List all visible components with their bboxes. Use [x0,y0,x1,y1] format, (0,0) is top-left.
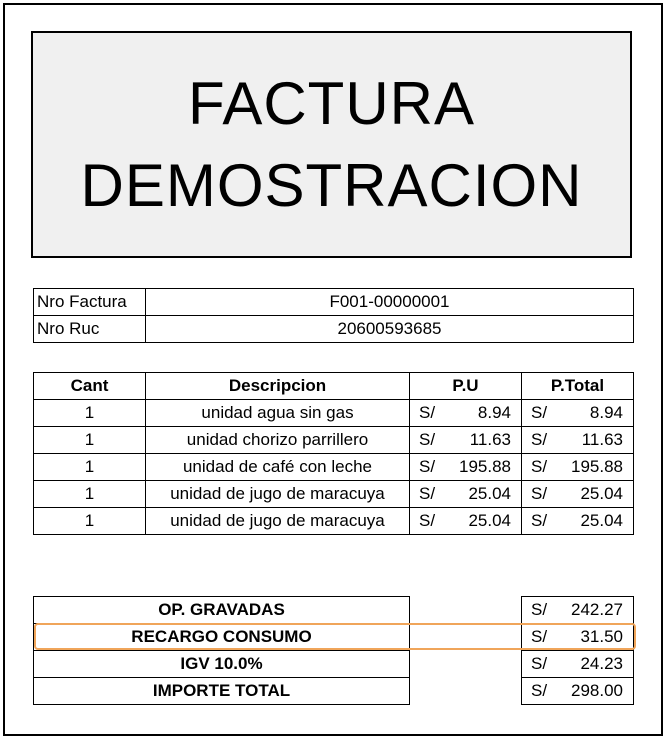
currency-symbol: S/ [531,681,548,700]
total-price-value: 8.94 [589,403,623,422]
invoice-info-table [33,288,634,343]
total-value-importe-total [522,678,634,705]
item-description: unidad agua sin gas [146,400,410,427]
item-total-price [522,508,634,535]
total-price-value: 25.04 [580,484,623,503]
currency-symbol: S/ [419,430,436,449]
item-total-price [522,427,634,454]
item-cant: 1 [34,508,146,535]
header-pu: P.U [410,373,522,400]
item-description: unidad de jugo de maracuya [146,508,410,535]
item-cant: 1 [34,400,146,427]
item-total-price [522,454,634,481]
item-unit-price [410,481,522,508]
info-row-invoice-number [34,289,634,316]
totals-labels-table [33,596,410,705]
item-total-price [522,481,634,508]
item-cant: 1 [34,454,146,481]
currency-symbol: S/ [419,403,436,422]
currency-symbol: S/ [531,430,548,449]
table-row [34,427,634,454]
currency-symbol: S/ [531,484,548,503]
total-value-op-gravadas [522,597,634,624]
items-header-row [34,373,634,400]
item-cant: 1 [34,481,146,508]
total-value-igv [522,651,634,678]
table-row [34,454,634,481]
item-cant: 1 [34,427,146,454]
items-table [33,372,634,535]
currency-symbol: S/ [419,511,436,530]
info-row-ruc [34,316,634,343]
item-unit-price [410,400,522,427]
total-label-recargo-consumo: RECARGO CONSUMO [34,624,410,651]
totals-values-table [521,596,634,705]
op-gravadas-value: 242.27 [571,600,623,619]
importe-total-value: 298.00 [571,681,623,700]
currency-symbol: S/ [531,654,548,673]
total-value-recargo-consumo [522,624,634,651]
item-description: unidad de jugo de maracuya [146,481,410,508]
invoice-number-label: Nro Factura [34,289,146,316]
header-cant: Cant [34,373,146,400]
invoice-title-box [31,31,632,258]
item-unit-price [410,454,522,481]
title-line-2: DEMOSTRACION [80,151,583,219]
igv-value: 24.23 [580,654,623,673]
currency-symbol: S/ [531,457,548,476]
currency-symbol: S/ [419,484,436,503]
table-row [34,508,634,535]
ruc-label: Nro Ruc [34,316,146,343]
total-label-igv: IGV 10.0% [34,651,410,678]
item-total-price [522,400,634,427]
unit-price-value: 25.04 [468,511,511,530]
invoice-number-value: F001-00000001 [146,289,634,316]
item-description: unidad chorizo parrillero [146,427,410,454]
total-price-value: 11.63 [581,430,623,449]
total-label-op-gravadas: OP. GRAVADAS [34,597,410,624]
recargo-consumo-value: 31.50 [580,627,623,646]
unit-price-value: 25.04 [468,484,511,503]
table-row [34,481,634,508]
item-unit-price [410,427,522,454]
title-line-1: FACTURA [187,69,476,137]
header-descripcion: Descripcion [146,373,410,400]
currency-symbol: S/ [531,511,548,530]
unit-price-value: 11.63 [469,430,511,449]
currency-symbol: S/ [531,627,548,646]
unit-price-value: 195.88 [459,457,511,476]
item-description: unidad de café con leche [146,454,410,481]
currency-symbol: S/ [531,403,548,422]
header-ptotal: P.Total [522,373,634,400]
currency-symbol: S/ [531,600,548,619]
item-unit-price [410,508,522,535]
total-label-importe-total: IMPORTE TOTAL [34,678,410,705]
ruc-value: 20600593685 [146,316,634,343]
currency-symbol: S/ [419,457,436,476]
total-price-value: 195.88 [571,457,623,476]
unit-price-value: 8.94 [477,403,511,422]
table-row [34,400,634,427]
total-price-value: 25.04 [580,511,623,530]
